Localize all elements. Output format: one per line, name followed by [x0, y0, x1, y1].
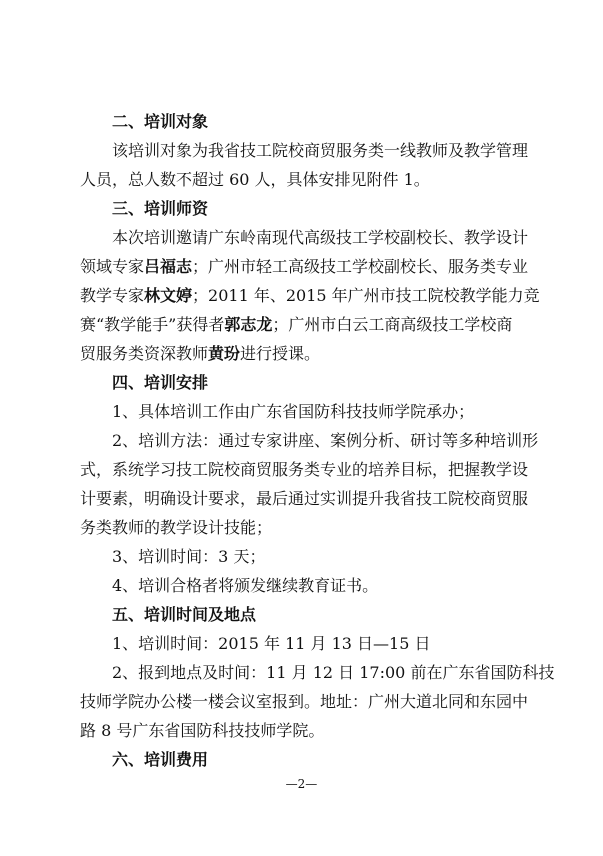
paragraph-line — [80, 315, 512, 335]
paragraph-line: 本次培训邀请广东岭南现代高级技工学校副校长、教学设计 — [112, 228, 529, 247]
paragraph-line: 路 8 号广东省国防科技技师学院。 — [80, 721, 325, 740]
paragraph-line — [80, 344, 320, 364]
paragraph-line: 2、报到地点及时间：11 月 12 日 17:00 前在广东省国防科技 — [112, 663, 555, 682]
expert-name: 黄玢 — [208, 344, 241, 363]
page-number: —2— — [285, 777, 318, 791]
text-run: ；广州市轻工高级技工学校副校长、服务类专业 — [192, 257, 529, 276]
text-run: 贸服务类资深教师 — [80, 344, 209, 363]
text-run: 赛“教学能手”获得者 — [80, 315, 225, 334]
paragraph-line: 务类教师的教学设计技能； — [80, 518, 273, 537]
paragraph-line: 该培训对象为我省技工院校商贸服务类一线教师及教学管理 — [112, 141, 529, 160]
section-heading-time-location: 五、培训时间及地点 — [112, 605, 257, 624]
section-heading-faculty: 三、培训师资 — [112, 199, 209, 218]
text-run: 领域专家 — [80, 257, 145, 276]
expert-name: 林文婷 — [144, 286, 193, 305]
expert-name: 吕福志 — [144, 257, 193, 276]
text-run: ；广州市白云工商高级技工学校商 — [272, 315, 513, 334]
paragraph-line: 2、培训方法：通过专家讲座、案例分析、研讨等多种培训形 — [112, 431, 539, 450]
paragraph-line: 3、培训时间：3 天； — [112, 547, 266, 566]
paragraph-line: 1、具体培训工作由广东省国防科技技师学院承办； — [112, 402, 475, 421]
paragraph-line: 1、培训时间：2015 年 11 月 13 日—15 日 — [112, 634, 431, 653]
paragraph-line — [80, 257, 528, 277]
paragraph-line: 技师学院办公楼一楼会议室报到。地址：广州大道北同和东园中 — [80, 692, 529, 711]
paragraph-line: 式，系统学习技工院校商贸服务类专业的培养目标，把握教学设 — [80, 460, 529, 479]
paragraph-line: 人员，总人数不超过 60 人，具体安排见附件 1。 — [80, 170, 430, 189]
paragraph-line — [80, 286, 540, 306]
text-run: 进行授课。 — [240, 344, 321, 363]
section-heading-trainees: 二、培训对象 — [112, 112, 209, 131]
paragraph-line: 4、培训合格者将颁发继续教育证书。 — [112, 576, 379, 595]
paragraph-line: 计要素，明确设计要求，最后通过实训提升我省技工院校商贸服 — [80, 489, 529, 508]
expert-name: 郭志龙 — [224, 315, 273, 334]
section-heading-arrangement: 四、培训安排 — [112, 373, 209, 392]
text-run: ；2011 年、2015 年广州市技工院校教学能力竞 — [192, 286, 540, 305]
section-heading-fees: 六、培训费用 — [112, 750, 209, 769]
text-run: 教学专家 — [80, 286, 145, 305]
